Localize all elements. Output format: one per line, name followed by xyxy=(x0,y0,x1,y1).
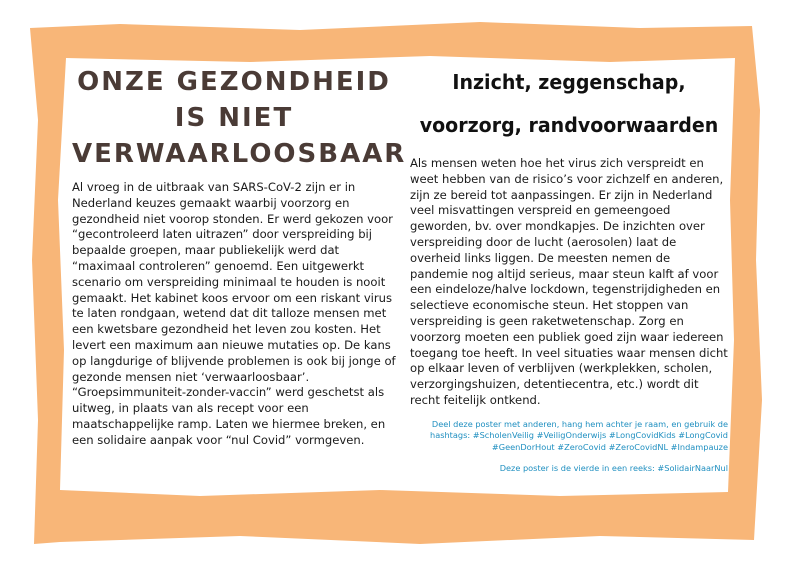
left-body-text: Al vroeg in de uitbraak van SARS-CoV-2 zijn er in Nederland keuzes gemaakt waarbij voorzorg en gezondheid niet voorop stonden. Er werd gekozen voor “gecontroleerd laten uitrazen” door verspreiding bij bepaalde groepen, maar publiekelijk werd dat “maximaal controleren” genoemd. Een uitgewerkt scenario om verspreiding minimaal te houden is nooit gemaakt. Het kabinet koos ervoor om een riskant virus te laten rondgaan, wetend dat dit talloze mensen met een kwetsbare gezondheid het leven zou kosten. Het levert een maximum aan nieuwe mutaties op. De kans op langdurige of blijvende problemen is ook bij jonge of gezonde mensen niet ‘verwaarloosbaar’. “Groepsimmuniteit-zonder-vaccin” werd geschetst als uitweg, in plaats van als recept voor een maatschappelijke ramp. Laten we hiermee breken, en een solidaire aanpak voor “nul Covid” vormgeven. xyxy=(72,180,396,447)
right-title: Inzicht, zeggenschap, voorzorg, randvoorwaarden xyxy=(419,70,719,138)
left-title: ONZE GEZONDHEID IS NIET VERWAARLOOSBAAR xyxy=(72,67,407,169)
right-body-text: Als mensen weten hoe het virus zich verspreidt en weet hebben van de risico’s voor zichzelf en anderen, zijn ze bereid tot aanpassingen. Er zijn in Nederland veel misvattingen verspreid en gemeengoed geworden, bv. over mondkapjes. De inzichten over verspreiding door de lucht (aerosolen) laat de overheid links liggen. De meesten nemen de pandemie nog altijd serieus, maar steun kalft af voor een eindeloze/halve lockdown, tegenstrijdigheden en selectieve economische steun. Het stoppen van verspreiding is geen raketwetenschap. Zorg en voorzorg moeten een publiek goed zijn waar iedereen toegang toe heeft. In veel situaties waar mensen dicht op elkaar leven of verblijven (werkplekken, scholen, verzorgingshuizen, detentiecentra, etc.) wordt dit recht feitelijk ontkend. xyxy=(410,156,728,407)
left-column xyxy=(72,64,407,457)
series-note: Deze poster is de vierde in een reeks: #SolidairNaarNul xyxy=(499,463,728,474)
right-column xyxy=(410,64,728,474)
share-hashtags-note: Deel deze poster met anderen, hang hem achter je raam, en gebruik de hashtags: #ScholenVeilig #VeiligOnderwijs #LongCovidKids #LongCovid #GeenDorHout #ZeroCovid #ZeroCovidNL #Indampauze xyxy=(430,418,728,452)
